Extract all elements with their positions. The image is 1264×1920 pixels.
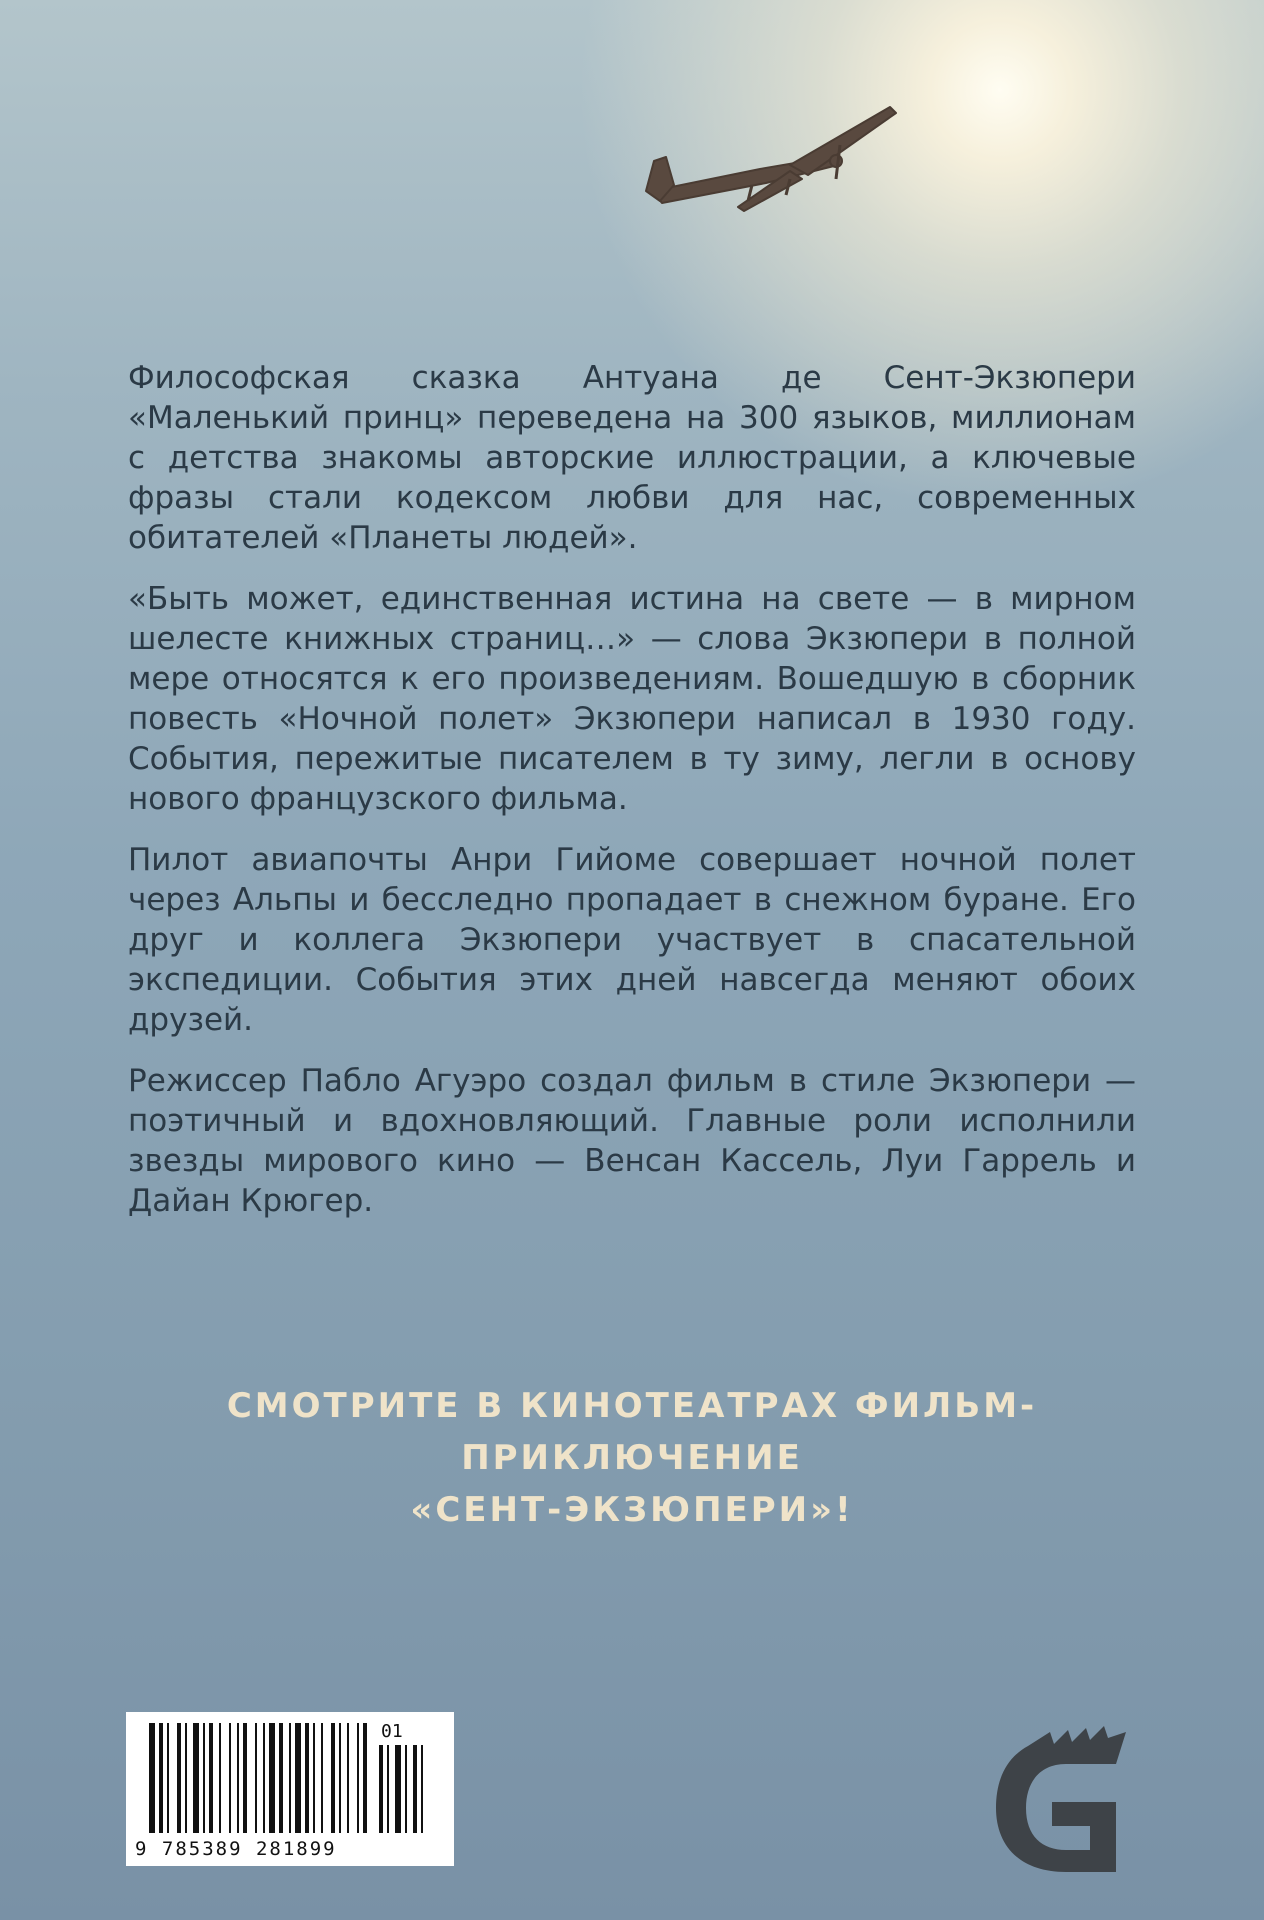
barcode-bar <box>203 1723 205 1833</box>
barcode-bar <box>289 1723 291 1833</box>
barcode-bar <box>219 1723 221 1833</box>
movie-announcement <box>80 1380 1184 1536</box>
barcode-bar <box>237 1723 239 1833</box>
airplane-icon <box>640 105 900 235</box>
barcode-addon-bar <box>421 1745 423 1833</box>
description-paragraph: Философская сказка Антуана де Сент-Экзюпери «Маленький принц» переведена на 300 языков, миллионам с детства знакомы авторские иллюстрации, а ключевые фразы стали кодексом любви для нас, современных обитателей «Планеты людей». <box>128 360 1136 556</box>
barcode-bar <box>167 1723 169 1833</box>
barcode-bar <box>339 1723 341 1833</box>
barcode-bar <box>263 1723 265 1833</box>
description-paragraph: Режиссер Пабло Агуэро создал фильм в стиле Экзюпери — поэтичный и вдохновляющий. Главные роли исполнили звезды мирового кино — Венсан Кассель, Луи Гаррель и Дайан Крюгер. <box>128 1063 1136 1219</box>
barcode-addon-bar <box>395 1745 401 1833</box>
announcement-line: СМОТРИТЕ В КИНОТЕАТРАХ ФИЛЬМ-ПРИКЛЮЧЕНИЕ <box>226 1386 1038 1478</box>
barcode-bars <box>129 1715 451 1863</box>
announcement-line: «СЕНТ-ЭКЗЮПЕРИ»! <box>410 1490 854 1530</box>
barcode-digits: 9 785389 281899 <box>135 1838 337 1860</box>
barcode-bar <box>313 1723 315 1833</box>
description-paragraph: Пилот авиапочты Анри Гийоме совершает ночной полет через Альпы и бесследно пропадает в снежном буране. Его друг и коллега Экзюпери участвует в спасательной экспедиции. События этих дней навсегда меняют обоих друзей. <box>128 842 1136 1038</box>
barcode-addon-bar <box>405 1745 407 1833</box>
barcode-bar <box>363 1723 367 1833</box>
barcode-bar <box>209 1723 213 1833</box>
barcode-bar <box>331 1723 335 1833</box>
barcode-bar <box>305 1723 309 1833</box>
barcode-addon-bar <box>413 1745 417 1833</box>
barcode-bar <box>149 1723 155 1833</box>
barcode-bar <box>193 1723 199 1833</box>
barcode-bar <box>321 1723 323 1833</box>
description-paragraph: «Быть может, единственная истина на свете — в мирном шелесте книжных страниц…» — слова Экзюпери в полной мере относятся к его произведениям. Вошедшую в сборник повесть «Ночной полет» Экзюпери написал в 1930 году. События, пережитые писателем в ту зиму, легли в основу нового французского фильма. <box>128 581 1136 817</box>
barcode-bar <box>159 1723 163 1833</box>
description-text <box>128 358 1136 1242</box>
barcode-bar <box>357 1723 359 1833</box>
barcode-bar <box>269 1723 275 1833</box>
barcode-bar <box>185 1723 187 1833</box>
isbn-barcode <box>126 1712 454 1866</box>
barcode-bar <box>347 1723 349 1833</box>
barcode-bar <box>229 1723 231 1833</box>
barcode-bar <box>279 1723 283 1833</box>
barcode-bar <box>177 1723 181 1833</box>
barcode-bar <box>255 1723 257 1833</box>
barcode-bar <box>243 1723 247 1833</box>
barcode-addon-bar <box>379 1745 383 1833</box>
barcode-addon-bar <box>387 1745 389 1833</box>
publisher-logo-icon <box>988 1722 1134 1872</box>
barcode-bar <box>295 1723 301 1833</box>
barcode-addon: 01 <box>381 1721 403 1742</box>
